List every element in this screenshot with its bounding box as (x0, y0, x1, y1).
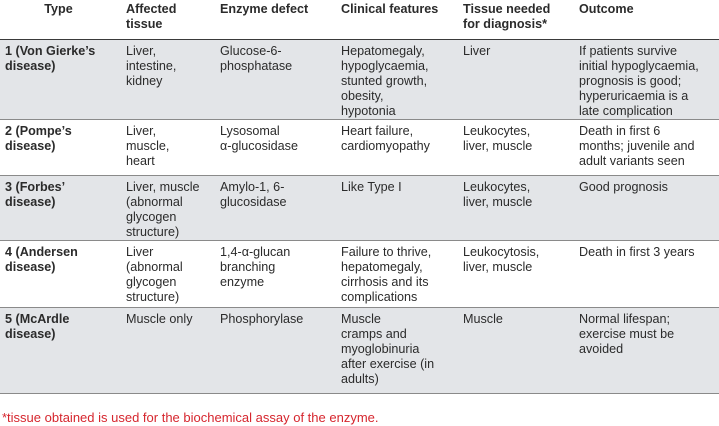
cell-line: Normal lifespan; (579, 311, 670, 326)
cell-line: phosphatase (220, 58, 293, 73)
cell-line: 1,4-α-glucan (220, 244, 291, 259)
cell-line: disease) (5, 138, 56, 153)
cell-clinical (336, 307, 458, 393)
cell-line: intestine, (126, 58, 177, 73)
cell-diagnosis (458, 307, 574, 393)
cell-line: Muscle (463, 311, 503, 326)
cell-line: Like Type I (341, 179, 402, 194)
cell-line: kidney (126, 73, 163, 88)
cell-tissue (121, 240, 215, 307)
cell-line: Heart failure, (341, 123, 414, 138)
cell-line: (abnormal (126, 194, 183, 209)
cell-diagnosis (458, 39, 574, 119)
cell-line: hepatomegaly, (341, 259, 423, 274)
cell-line: adult variants seen (579, 153, 685, 168)
cell-tissue (121, 119, 215, 175)
cell-line: cardiomyopathy (341, 138, 430, 153)
cell-line: liver, muscle (463, 138, 533, 153)
cell-line: Leukocytes, (463, 123, 531, 138)
cell-line: hypoglycaemia, (341, 58, 429, 73)
cell-line: disease) (5, 259, 56, 274)
cell-line: obesity, (341, 88, 384, 103)
cell-line: after exercise (in (341, 356, 435, 371)
cell-line: glycogen (126, 209, 177, 224)
cell-diagnosis (458, 175, 574, 240)
cell-line: glucosidase (220, 194, 287, 209)
cell-tissue (121, 39, 215, 119)
table-row (0, 175, 719, 240)
cell-line: structure) (126, 289, 180, 304)
cell-line: 1 (Von Gierke’s (5, 43, 96, 58)
cell-line: enzyme (220, 274, 265, 289)
cell-line: disease) (5, 58, 56, 73)
cell-line: Failure to thrive, (341, 244, 432, 259)
cell-line: branching (220, 259, 276, 274)
cell-line: Hepatomegaly, (341, 43, 425, 58)
cell-line: Phosphorylase (220, 311, 304, 326)
cell-line: Death in first 6 (579, 123, 661, 138)
header-clinical-features: Clinical features (336, 0, 458, 39)
cell-type (0, 39, 121, 119)
cell-type (0, 175, 121, 240)
cell-line: exercise must be (579, 326, 675, 341)
cell-line: Muscle (341, 311, 381, 326)
header-tissue-for-diagnosis: Tissue needed for diagnosis* (458, 0, 574, 39)
cell-clinical (336, 175, 458, 240)
cell-line: muscle, (126, 138, 170, 153)
cell-enzyme (215, 119, 336, 175)
cell-line: disease) (5, 326, 56, 341)
cell-line: Good prognosis (579, 179, 668, 194)
header-enzyme-defect: Enzyme defect (215, 0, 336, 39)
cell-line: stunted growth, (341, 73, 428, 88)
cell-type (0, 119, 121, 175)
cell-line: α-glucosidase (220, 138, 298, 153)
cell-clinical (336, 39, 458, 119)
table-row (0, 39, 719, 119)
header-outcome: Outcome (574, 0, 719, 39)
cell-tissue (121, 175, 215, 240)
cell-line: structure) (126, 224, 180, 239)
header-type: Type (0, 0, 121, 39)
cell-line: initial hypoglycaemia, (579, 58, 699, 73)
cell-enzyme (215, 240, 336, 307)
cell-line: late complication (579, 103, 673, 118)
cell-line: 3 (Forbes’ (5, 179, 66, 194)
cell-line: liver, muscle (463, 194, 533, 209)
cell-line: Muscle only (126, 311, 193, 326)
cell-line: hyperuricaemia is a (579, 88, 689, 103)
cell-outcome (574, 307, 719, 393)
cell-line: liver, muscle (463, 259, 533, 274)
cell-outcome (574, 175, 719, 240)
cell-diagnosis (458, 119, 574, 175)
cell-line: Liver, muscle (126, 179, 200, 194)
cell-line: cramps and (341, 326, 407, 341)
cell-outcome (574, 119, 719, 175)
cell-line: 5 (McArdle (5, 311, 70, 326)
cell-enzyme (215, 39, 336, 119)
table-row (0, 307, 719, 393)
cell-line: months; juvenile and (579, 138, 695, 153)
cell-line: heart (126, 153, 155, 168)
cell-line: complications (341, 289, 418, 304)
cell-enzyme (215, 175, 336, 240)
cell-line: Leukocytosis, (463, 244, 540, 259)
cell-line: 4 (Andersen (5, 244, 78, 259)
cell-line: hypotonia (341, 103, 396, 118)
cell-line: Lysosomal (220, 123, 280, 138)
cell-line: Liver (126, 244, 154, 259)
cell-line: Glucose-6- (220, 43, 282, 58)
cell-line: (abnormal (126, 259, 183, 274)
table-row (0, 119, 719, 175)
header-row (0, 0, 719, 39)
header-affected-tissue: Affected tissue (121, 0, 215, 39)
cell-line: disease) (5, 194, 56, 209)
cell-line: avoided (579, 341, 624, 356)
cell-line: glycogen (126, 274, 177, 289)
cell-line: If patients survive (579, 43, 677, 58)
cell-clinical (336, 240, 458, 307)
cell-line: myoglobinuria (341, 341, 420, 356)
cell-line: Leukocytes, (463, 179, 531, 194)
cell-line: cirrhosis and its (341, 274, 429, 289)
cell-line: Liver (463, 43, 491, 58)
cell-outcome (574, 240, 719, 307)
cell-line: adults) (341, 371, 379, 386)
cell-line: Amylo-1, 6- (220, 179, 285, 194)
cell-line: 2 (Pompe’s (5, 123, 72, 138)
cell-type (0, 307, 121, 393)
cell-enzyme (215, 307, 336, 393)
cell-line: Liver, (126, 43, 157, 58)
cell-outcome (574, 39, 719, 119)
cell-line: prognosis is good; (579, 73, 682, 88)
cell-type (0, 240, 121, 307)
cell-clinical (336, 119, 458, 175)
table-row (0, 240, 719, 307)
cell-diagnosis (458, 240, 574, 307)
footnote: *tissue obtained is used for the biochemical assay of the enzyme. (2, 410, 379, 425)
cell-line: Liver, (126, 123, 157, 138)
cell-line: Death in first 3 years (579, 244, 695, 259)
cell-tissue (121, 307, 215, 393)
